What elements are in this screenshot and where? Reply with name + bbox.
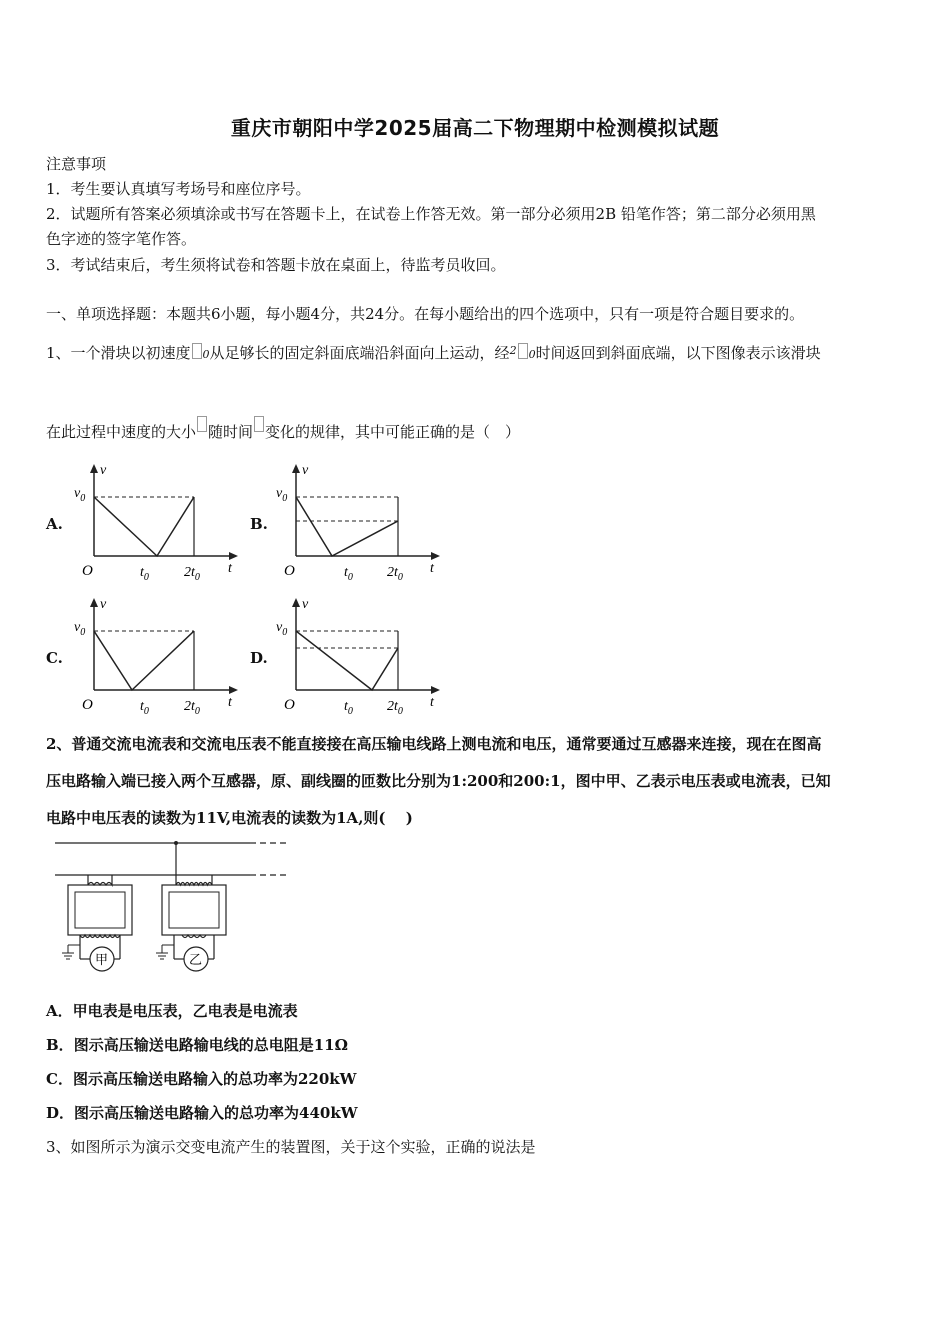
q2-option-c <box>46 1068 357 1089</box>
t0-t: t <box>140 565 144 580</box>
2t0-label <box>184 699 200 717</box>
notice-item-1: 1．考生要认真填写考场号和座位序号。 <box>46 180 311 198</box>
t0-t: t <box>344 699 348 714</box>
t-axis-arrow <box>229 686 238 694</box>
q1-text-b: 从足够长的固定斜面底端沿斜面向上运动，经 <box>209 344 510 362</box>
q2-option-a <box>46 1000 298 1021</box>
q1-option-d-label: D. <box>250 649 268 667</box>
v-label: v <box>100 463 107 478</box>
q1-option-a-label: A. <box>46 515 63 533</box>
velocity-curve <box>94 631 194 690</box>
v0-label <box>74 620 85 638</box>
q1-line-2 <box>46 416 520 442</box>
t-axis-arrow <box>431 686 440 694</box>
junction-dot <box>174 841 178 845</box>
q1-text-a: 1、一个滑块以初速度 <box>46 344 191 362</box>
q3-line-1: 3、如图所示为演示交变电流产生的装置图，关于这个实验，正确的说法是 <box>46 1138 536 1156</box>
origin-label: O <box>284 697 295 713</box>
notice-item-3: 3．考试结束后，考生须将试卷和答题卡放在桌面上，待监考员收回。 <box>46 256 506 274</box>
section-heading: 一、单项选择题：本题共6小题，每小题4分，共24分。在每小题给出的四个选项中，只有一项是符合题目要求的。 <box>46 305 805 323</box>
q2-option-c-text: 图示高压输送电路输入的总功率为220kW <box>72 1070 357 1088</box>
meter-yi-label: 乙 <box>189 952 203 967</box>
q1-text-f: 变化的规律，其中可能正确的是（ ） <box>265 423 521 441</box>
velocity-curve <box>296 497 398 556</box>
v0-v: v <box>74 486 81 501</box>
q2-line-2: 压电路输入端已接入两个互感器，原、副线圈的匝数比分别为1:200和200:1，图中甲、乙表示电压表或电流表，已知 <box>46 772 831 790</box>
t-label: t <box>430 561 434 576</box>
q2-option-d <box>46 1102 358 1123</box>
t-label: t <box>430 695 434 710</box>
q1-option-b-label: B. <box>250 515 268 533</box>
v-axis-arrow <box>90 464 98 473</box>
v-axis-arrow <box>292 464 300 473</box>
t0-sub: 0 <box>347 572 353 583</box>
q2-option-b-label: B． <box>46 1036 74 1054</box>
2t0-t: 2t <box>184 699 195 714</box>
t0-sub: 0 <box>143 706 149 717</box>
2t0-label <box>184 565 200 583</box>
v-label: v <box>302 597 309 612</box>
q2-option-b-text: 图示高压输送电路输电线的总电阻是11Ω <box>73 1036 348 1054</box>
left-transformer-core-inner <box>75 892 125 928</box>
t0-label <box>140 699 149 717</box>
2t0-sub: 0 <box>194 572 200 583</box>
missing-glyph-box <box>197 416 207 432</box>
graph-c <box>72 594 242 719</box>
t-label: t <box>228 561 232 576</box>
v0-sub: 0 <box>282 493 288 504</box>
q2-option-d-label: D． <box>46 1104 75 1122</box>
t0-sub: 0 <box>347 706 353 717</box>
q2-line-3: 电路中电压表的读数为11V,电流表的读数为1A,则( ) <box>46 809 413 827</box>
q1-v0-sub: 0 <box>202 348 210 361</box>
v0-v: v <box>276 620 283 635</box>
velocity-curve <box>296 631 398 690</box>
v0-v: v <box>74 620 81 635</box>
transformer-circuit-diagram <box>50 835 300 975</box>
q2-option-c-label: C． <box>46 1070 73 1088</box>
t0-label <box>344 565 353 583</box>
v0-sub: 0 <box>80 627 86 638</box>
q1-two: 2 <box>509 344 517 357</box>
v0-label <box>276 486 287 504</box>
missing-glyph-box <box>254 416 264 432</box>
q1-line-1 <box>46 342 821 363</box>
q2-option-a-text: 甲电表是电压表，乙电表是电流表 <box>72 1002 298 1020</box>
v-axis-arrow <box>90 598 98 607</box>
q2-option-b <box>46 1034 348 1055</box>
2t0-sub: 0 <box>194 706 200 717</box>
graph-a <box>72 460 242 585</box>
v0-label <box>276 620 287 638</box>
v0-v: v <box>276 486 283 501</box>
v-axis-arrow <box>292 598 300 607</box>
2t0-t: 2t <box>184 565 195 580</box>
t-axis-arrow <box>229 552 238 560</box>
2t0-label <box>387 699 403 717</box>
2t0-label <box>387 565 403 583</box>
t0-label <box>140 565 149 583</box>
origin-label: O <box>82 563 93 579</box>
t0-t: t <box>344 565 348 580</box>
right-transformer-core-inner <box>169 892 219 928</box>
origin-label: O <box>82 697 93 713</box>
left-primary-coil <box>88 875 112 885</box>
t0-t: t <box>140 699 144 714</box>
2t0-t: 2t <box>387 565 398 580</box>
q2-option-a-label: A． <box>46 1002 73 1020</box>
t-axis-arrow <box>431 552 440 560</box>
t0-sub: 0 <box>143 572 149 583</box>
velocity-curve <box>94 497 194 556</box>
v0-label <box>74 486 85 504</box>
missing-glyph-box <box>192 343 202 359</box>
v0-sub: 0 <box>282 627 288 638</box>
origin-label: O <box>284 563 295 579</box>
q1-t0-sub: 0 <box>528 348 536 361</box>
2t0-sub: 0 <box>397 572 403 583</box>
q1-text-d: 在此过程中速度的大小 <box>46 423 197 441</box>
q2-line-1: 2、普通交流电流表和交流电压表不能直接接在高压输电线路上测电流和电压，通常要通过互感器来连接，现在在图高 <box>46 735 822 753</box>
q1-text-c: 时间返回到斜面底端，以下图像表示该滑块 <box>535 344 821 362</box>
v-label: v <box>100 597 107 612</box>
2t0-t: 2t <box>387 699 398 714</box>
notice-heading: 注意事项 <box>46 155 107 173</box>
page-title: 重庆市朝阳中学2025届高二下物理期中检测模拟试题 <box>230 116 720 140</box>
t-label: t <box>228 695 232 710</box>
meter-jia-label: 甲 <box>95 952 109 967</box>
notice-item-2-cont: 色字迹的签字笔作答。 <box>46 230 197 248</box>
graph-d <box>274 594 444 719</box>
graph-b <box>274 460 444 585</box>
v0-sub: 0 <box>80 493 86 504</box>
q2-option-d-text: 图示高压输送电路输入的总功率为440kW <box>74 1104 358 1122</box>
missing-glyph-box <box>518 343 528 359</box>
q1-text-e: 随时间 <box>208 423 254 441</box>
2t0-sub: 0 <box>397 706 403 717</box>
t0-label <box>344 699 353 717</box>
notice-item-2: 2．试题所有答案必须填涂或书写在答题卡上，在试卷上作答无效。第一部分必须用2B 铅笔作答；第二部分必须用黑 <box>46 205 816 223</box>
q1-option-c-label: C. <box>46 649 63 667</box>
v-label: v <box>302 463 309 478</box>
